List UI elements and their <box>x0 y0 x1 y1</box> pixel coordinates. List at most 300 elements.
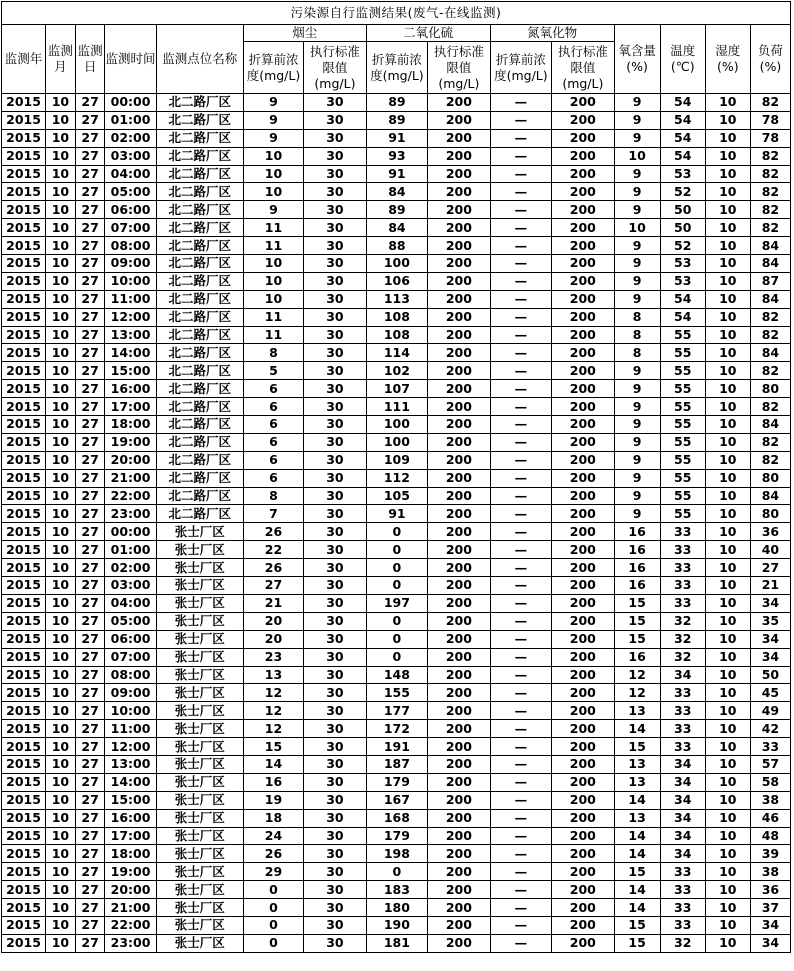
cell-time: 15:00 <box>105 791 156 809</box>
cell-year: 2015 <box>2 541 46 559</box>
cell-month: 10 <box>46 469 76 487</box>
cell-load: 84 <box>750 487 790 505</box>
cell-so2-limit: 200 <box>428 433 490 451</box>
table-row <box>2 308 791 326</box>
cell-time: 15:00 <box>105 362 156 380</box>
cell-temperature: 33 <box>660 899 705 917</box>
cell-so2-limit: 200 <box>428 720 490 738</box>
cell-so2-limit: 200 <box>428 666 490 684</box>
cell-month: 10 <box>46 755 76 773</box>
cell-nox-limit: 200 <box>552 630 614 648</box>
header-time: 监测时间 <box>105 25 156 94</box>
cell-month: 10 <box>46 308 76 326</box>
cell-oxygen: 9 <box>614 469 660 487</box>
cell-temperature: 33 <box>660 541 705 559</box>
cell-dust-limit: 30 <box>304 344 366 362</box>
cell-dust-limit: 30 <box>304 720 366 738</box>
cell-day: 27 <box>75 559 105 577</box>
cell-oxygen: 15 <box>614 612 660 630</box>
cell-temperature: 52 <box>660 183 705 201</box>
cell-oxygen: 9 <box>614 255 660 273</box>
table-row <box>2 684 791 702</box>
table-row <box>2 451 791 469</box>
cell-temperature: 55 <box>660 326 705 344</box>
cell-humidity: 10 <box>705 219 750 237</box>
cell-humidity: 10 <box>705 326 750 344</box>
cell-so2-limit: 200 <box>428 290 490 308</box>
cell-so2-limit: 200 <box>428 237 490 255</box>
cell-load: 39 <box>750 845 790 863</box>
cell-dust-conc: 10 <box>243 165 303 183</box>
cell-month: 10 <box>46 272 76 290</box>
cell-year: 2015 <box>2 666 46 684</box>
cell-humidity: 10 <box>705 505 750 523</box>
cell-site: 北二路厂区 <box>156 380 243 398</box>
cell-month: 10 <box>46 934 76 952</box>
cell-nox-limit: 200 <box>552 111 614 129</box>
cell-month: 10 <box>46 881 76 899</box>
cell-day: 27 <box>75 755 105 773</box>
cell-site: 张士厂区 <box>156 612 243 630</box>
table-row <box>2 612 791 630</box>
cell-day: 27 <box>75 362 105 380</box>
cell-temperature: 32 <box>660 934 705 952</box>
table-row <box>2 326 791 344</box>
cell-site: 北二路厂区 <box>156 416 243 434</box>
cell-year: 2015 <box>2 362 46 380</box>
table-row <box>2 594 791 612</box>
cell-dust-limit: 30 <box>304 165 366 183</box>
table-row <box>2 934 791 952</box>
cell-nox-limit: 200 <box>552 416 614 434</box>
cell-temperature: 33 <box>660 523 705 541</box>
cell-oxygen: 13 <box>614 755 660 773</box>
cell-dust-conc: 6 <box>243 380 303 398</box>
cell-humidity: 10 <box>705 541 750 559</box>
cell-nox-conc: — <box>490 845 551 863</box>
cell-dust-conc: 0 <box>243 881 303 899</box>
cell-nox-limit: 200 <box>552 523 614 541</box>
table-row <box>2 827 791 845</box>
cell-time: 06:00 <box>105 201 156 219</box>
cell-month: 10 <box>46 827 76 845</box>
cell-nox-limit: 200 <box>552 147 614 165</box>
cell-site: 张士厂区 <box>156 827 243 845</box>
cell-nox-conc: — <box>490 451 551 469</box>
cell-so2-limit: 200 <box>428 255 490 273</box>
cell-dust-limit: 30 <box>304 899 366 917</box>
cell-year: 2015 <box>2 559 46 577</box>
cell-oxygen: 14 <box>614 720 660 738</box>
table-row <box>2 577 791 595</box>
cell-time: 03:00 <box>105 577 156 595</box>
cell-humidity: 10 <box>705 451 750 469</box>
cell-year: 2015 <box>2 111 46 129</box>
table-row <box>2 94 791 112</box>
cell-so2-limit: 200 <box>428 630 490 648</box>
cell-oxygen: 16 <box>614 559 660 577</box>
cell-year: 2015 <box>2 809 46 827</box>
cell-year: 2015 <box>2 487 46 505</box>
cell-dust-conc: 9 <box>243 111 303 129</box>
cell-so2-conc: 100 <box>366 255 427 273</box>
cell-time: 01:00 <box>105 541 156 559</box>
cell-day: 27 <box>75 201 105 219</box>
cell-humidity: 10 <box>705 290 750 308</box>
cell-nox-conc: — <box>490 594 551 612</box>
cell-year: 2015 <box>2 684 46 702</box>
cell-nox-conc: — <box>490 541 551 559</box>
cell-site: 张士厂区 <box>156 863 243 881</box>
cell-load: 49 <box>750 702 790 720</box>
cell-dust-limit: 30 <box>304 272 366 290</box>
cell-site: 北二路厂区 <box>156 362 243 380</box>
table-row <box>2 469 791 487</box>
cell-load: 46 <box>750 809 790 827</box>
cell-year: 2015 <box>2 451 46 469</box>
cell-day: 27 <box>75 881 105 899</box>
cell-dust-conc: 20 <box>243 630 303 648</box>
cell-load: 37 <box>750 899 790 917</box>
header-month: 监测月 <box>46 25 76 94</box>
cell-load: 34 <box>750 630 790 648</box>
table-row <box>2 881 791 899</box>
cell-nox-conc: — <box>490 720 551 738</box>
cell-time: 22:00 <box>105 487 156 505</box>
cell-temperature: 55 <box>660 469 705 487</box>
cell-so2-conc: 0 <box>366 577 427 595</box>
cell-nox-conc: — <box>490 272 551 290</box>
cell-so2-conc: 107 <box>366 380 427 398</box>
cell-dust-conc: 6 <box>243 433 303 451</box>
cell-nox-conc: — <box>490 791 551 809</box>
cell-month: 10 <box>46 773 76 791</box>
cell-day: 27 <box>75 863 105 881</box>
cell-time: 03:00 <box>105 147 156 165</box>
cell-time: 07:00 <box>105 219 156 237</box>
cell-load: 84 <box>750 255 790 273</box>
cell-load: 34 <box>750 648 790 666</box>
cell-temperature: 50 <box>660 219 705 237</box>
cell-load: 21 <box>750 577 790 595</box>
cell-humidity: 10 <box>705 255 750 273</box>
cell-day: 27 <box>75 809 105 827</box>
cell-load: 84 <box>750 290 790 308</box>
cell-temperature: 53 <box>660 255 705 273</box>
cell-oxygen: 14 <box>614 881 660 899</box>
cell-oxygen: 9 <box>614 505 660 523</box>
cell-dust-limit: 30 <box>304 451 366 469</box>
cell-day: 27 <box>75 773 105 791</box>
cell-time: 10:00 <box>105 702 156 720</box>
cell-year: 2015 <box>2 594 46 612</box>
cell-nox-limit: 200 <box>552 183 614 201</box>
cell-month: 10 <box>46 219 76 237</box>
cell-day: 27 <box>75 845 105 863</box>
cell-so2-limit: 200 <box>428 684 490 702</box>
cell-humidity: 10 <box>705 523 750 541</box>
cell-nox-limit: 200 <box>552 577 614 595</box>
cell-nox-conc: — <box>490 738 551 756</box>
cell-oxygen: 9 <box>614 290 660 308</box>
cell-dust-limit: 30 <box>304 809 366 827</box>
cell-load: 78 <box>750 111 790 129</box>
cell-dust-limit: 30 <box>304 702 366 720</box>
cell-so2-conc: 172 <box>366 720 427 738</box>
cell-dust-limit: 30 <box>304 469 366 487</box>
cell-month: 10 <box>46 362 76 380</box>
cell-site: 张士厂区 <box>156 702 243 720</box>
cell-time: 05:00 <box>105 183 156 201</box>
cell-humidity: 10 <box>705 398 750 416</box>
header-dust-limit: 执行标准限值(mg/L) <box>304 42 366 94</box>
header-nox-limit: 执行标准限值(mg/L) <box>552 42 614 94</box>
cell-day: 27 <box>75 111 105 129</box>
cell-month: 10 <box>46 594 76 612</box>
cell-dust-limit: 30 <box>304 577 366 595</box>
cell-nox-conc: — <box>490 237 551 255</box>
cell-oxygen: 16 <box>614 577 660 595</box>
cell-month: 10 <box>46 129 76 147</box>
cell-day: 27 <box>75 326 105 344</box>
cell-load: 82 <box>750 398 790 416</box>
cell-site: 北二路厂区 <box>156 308 243 326</box>
cell-so2-limit: 200 <box>428 398 490 416</box>
header-day: 监测日 <box>75 25 105 94</box>
cell-nox-limit: 200 <box>552 272 614 290</box>
cell-so2-conc: 155 <box>366 684 427 702</box>
table-row <box>2 720 791 738</box>
cell-month: 10 <box>46 183 76 201</box>
cell-time: 14:00 <box>105 344 156 362</box>
cell-so2-conc: 148 <box>366 666 427 684</box>
cell-load: 50 <box>750 666 790 684</box>
cell-dust-limit: 30 <box>304 398 366 416</box>
cell-year: 2015 <box>2 577 46 595</box>
cell-load: 82 <box>750 362 790 380</box>
cell-nox-limit: 200 <box>552 255 614 273</box>
cell-temperature: 53 <box>660 165 705 183</box>
cell-day: 27 <box>75 344 105 362</box>
cell-oxygen: 14 <box>614 827 660 845</box>
cell-load: 82 <box>750 165 790 183</box>
cell-year: 2015 <box>2 934 46 952</box>
cell-dust-limit: 30 <box>304 791 366 809</box>
cell-temperature: 33 <box>660 916 705 934</box>
cell-so2-conc: 179 <box>366 827 427 845</box>
table-row <box>2 755 791 773</box>
cell-day: 27 <box>75 469 105 487</box>
cell-oxygen: 15 <box>614 594 660 612</box>
cell-humidity: 10 <box>705 272 750 290</box>
cell-year: 2015 <box>2 398 46 416</box>
cell-month: 10 <box>46 791 76 809</box>
cell-so2-limit: 200 <box>428 827 490 845</box>
cell-day: 27 <box>75 666 105 684</box>
cell-so2-limit: 200 <box>428 147 490 165</box>
cell-month: 10 <box>46 541 76 559</box>
cell-humidity: 10 <box>705 380 750 398</box>
cell-nox-limit: 200 <box>552 380 614 398</box>
cell-dust-limit: 30 <box>304 255 366 273</box>
cell-load: 80 <box>750 505 790 523</box>
cell-humidity: 10 <box>705 934 750 952</box>
cell-dust-conc: 9 <box>243 201 303 219</box>
cell-nox-limit: 200 <box>552 755 614 773</box>
cell-temperature: 32 <box>660 612 705 630</box>
cell-nox-limit: 200 <box>552 559 614 577</box>
cell-nox-conc: — <box>490 469 551 487</box>
cell-dust-limit: 30 <box>304 505 366 523</box>
cell-site: 张士厂区 <box>156 630 243 648</box>
cell-so2-conc: 183 <box>366 881 427 899</box>
cell-dust-conc: 11 <box>243 219 303 237</box>
cell-so2-conc: 91 <box>366 165 427 183</box>
table-row <box>2 738 791 756</box>
cell-temperature: 33 <box>660 863 705 881</box>
cell-dust-conc: 24 <box>243 827 303 845</box>
cell-load: 84 <box>750 344 790 362</box>
cell-time: 20:00 <box>105 881 156 899</box>
header-nox-conc: 折算前浓度(mg/L) <box>490 42 551 94</box>
cell-day: 27 <box>75 433 105 451</box>
cell-site: 张士厂区 <box>156 791 243 809</box>
cell-humidity: 10 <box>705 612 750 630</box>
cell-oxygen: 9 <box>614 433 660 451</box>
cell-nox-limit: 200 <box>552 201 614 219</box>
cell-temperature: 34 <box>660 666 705 684</box>
cell-nox-conc: — <box>490 201 551 219</box>
cell-dust-conc: 10 <box>243 272 303 290</box>
cell-temperature: 33 <box>660 702 705 720</box>
cell-humidity: 10 <box>705 308 750 326</box>
cell-so2-limit: 200 <box>428 129 490 147</box>
cell-so2-limit: 200 <box>428 577 490 595</box>
cell-dust-limit: 30 <box>304 237 366 255</box>
cell-month: 10 <box>46 577 76 595</box>
cell-year: 2015 <box>2 165 46 183</box>
cell-temperature: 54 <box>660 111 705 129</box>
cell-dust-limit: 30 <box>304 738 366 756</box>
cell-nox-conc: — <box>490 505 551 523</box>
cell-oxygen: 14 <box>614 791 660 809</box>
cell-dust-limit: 30 <box>304 308 366 326</box>
cell-nox-limit: 200 <box>552 791 614 809</box>
cell-dust-limit: 30 <box>304 219 366 237</box>
cell-so2-conc: 197 <box>366 594 427 612</box>
cell-oxygen: 13 <box>614 809 660 827</box>
cell-site: 张士厂区 <box>156 559 243 577</box>
cell-temperature: 55 <box>660 505 705 523</box>
cell-load: 40 <box>750 541 790 559</box>
cell-time: 23:00 <box>105 934 156 952</box>
cell-time: 01:00 <box>105 111 156 129</box>
cell-temperature: 55 <box>660 362 705 380</box>
cell-so2-limit: 200 <box>428 201 490 219</box>
cell-nox-limit: 200 <box>552 845 614 863</box>
cell-time: 05:00 <box>105 612 156 630</box>
cell-temperature: 32 <box>660 630 705 648</box>
cell-time: 00:00 <box>105 94 156 112</box>
cell-so2-limit: 200 <box>428 380 490 398</box>
cell-year: 2015 <box>2 308 46 326</box>
cell-dust-limit: 30 <box>304 934 366 952</box>
cell-dust-conc: 10 <box>243 255 303 273</box>
cell-temperature: 50 <box>660 201 705 219</box>
cell-so2-limit: 200 <box>428 469 490 487</box>
cell-month: 10 <box>46 326 76 344</box>
cell-so2-conc: 106 <box>366 272 427 290</box>
cell-dust-conc: 11 <box>243 308 303 326</box>
cell-nox-conc: — <box>490 94 551 112</box>
cell-so2-limit: 200 <box>428 648 490 666</box>
cell-site: 张士厂区 <box>156 773 243 791</box>
cell-day: 27 <box>75 380 105 398</box>
cell-humidity: 10 <box>705 129 750 147</box>
cell-dust-limit: 30 <box>304 111 366 129</box>
cell-dust-conc: 26 <box>243 523 303 541</box>
cell-nox-conc: — <box>490 863 551 881</box>
cell-dust-conc: 8 <box>243 487 303 505</box>
cell-nox-conc: — <box>490 648 551 666</box>
cell-site: 张士厂区 <box>156 809 243 827</box>
cell-dust-limit: 30 <box>304 612 366 630</box>
table-row <box>2 648 791 666</box>
cell-so2-conc: 84 <box>366 183 427 201</box>
cell-nox-limit: 200 <box>552 487 614 505</box>
cell-humidity: 10 <box>705 738 750 756</box>
cell-month: 10 <box>46 505 76 523</box>
cell-month: 10 <box>46 255 76 273</box>
cell-humidity: 10 <box>705 845 750 863</box>
cell-nox-conc: — <box>490 523 551 541</box>
cell-month: 10 <box>46 559 76 577</box>
cell-site: 北二路厂区 <box>156 290 243 308</box>
cell-humidity: 10 <box>705 881 750 899</box>
header-year: 监测年 <box>2 25 46 94</box>
cell-day: 27 <box>75 523 105 541</box>
cell-site: 北二路厂区 <box>156 326 243 344</box>
cell-month: 10 <box>46 738 76 756</box>
cell-dust-conc: 6 <box>243 451 303 469</box>
cell-so2-limit: 200 <box>428 738 490 756</box>
cell-month: 10 <box>46 809 76 827</box>
cell-time: 16:00 <box>105 380 156 398</box>
table-row <box>2 916 791 934</box>
cell-nox-limit: 200 <box>552 594 614 612</box>
cell-load: 38 <box>750 863 790 881</box>
table-row <box>2 416 791 434</box>
cell-so2-limit: 200 <box>428 863 490 881</box>
cell-year: 2015 <box>2 523 46 541</box>
cell-site: 北二路厂区 <box>156 469 243 487</box>
header-site: 监测点位名称 <box>156 25 243 94</box>
cell-site: 张士厂区 <box>156 916 243 934</box>
cell-year: 2015 <box>2 863 46 881</box>
cell-dust-conc: 6 <box>243 416 303 434</box>
cell-day: 27 <box>75 702 105 720</box>
cell-oxygen: 10 <box>614 147 660 165</box>
cell-time: 19:00 <box>105 863 156 881</box>
cell-humidity: 10 <box>705 201 750 219</box>
cell-time: 08:00 <box>105 237 156 255</box>
cell-month: 10 <box>46 165 76 183</box>
cell-so2-limit: 200 <box>428 416 490 434</box>
cell-humidity: 10 <box>705 577 750 595</box>
cell-site: 张士厂区 <box>156 738 243 756</box>
cell-nox-conc: — <box>490 559 551 577</box>
cell-oxygen: 14 <box>614 845 660 863</box>
